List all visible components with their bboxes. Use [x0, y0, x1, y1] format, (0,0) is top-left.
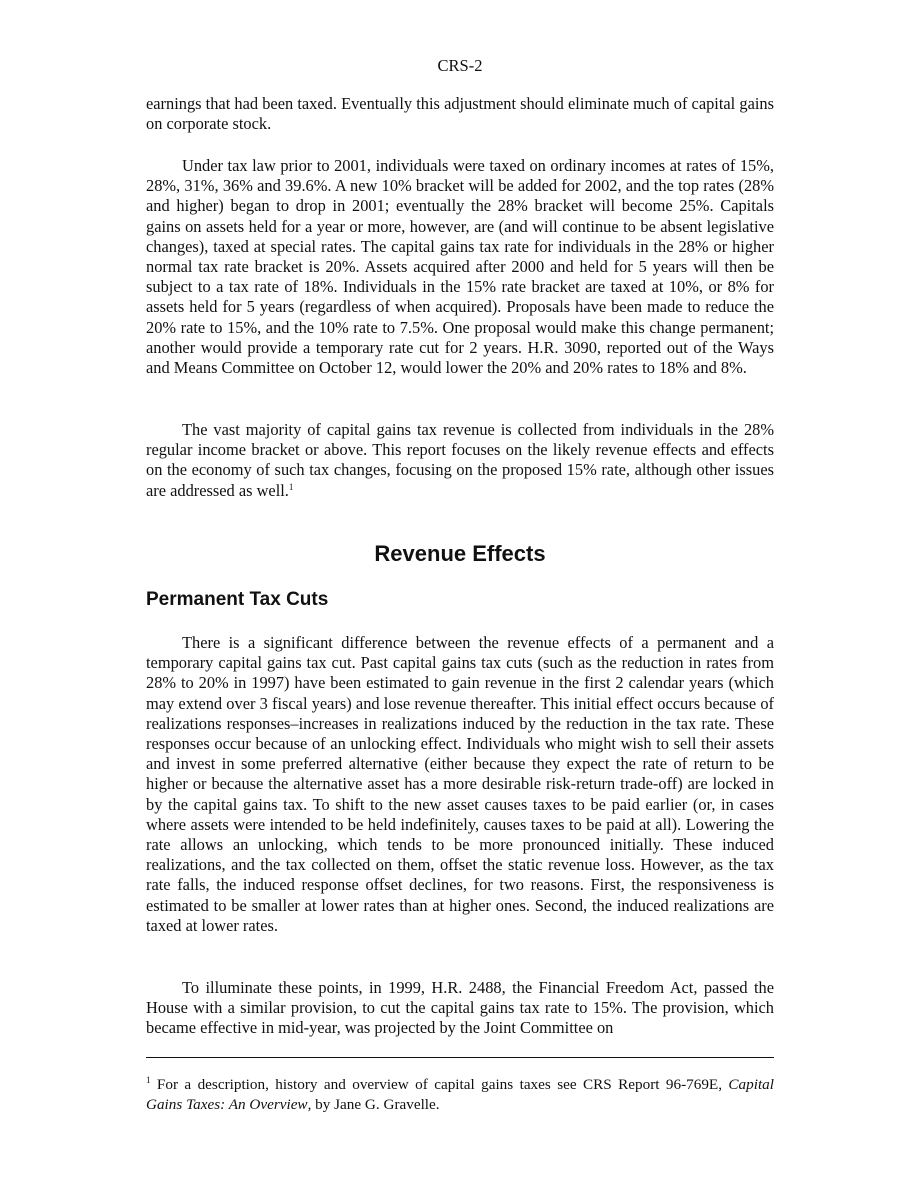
section-title: Revenue Effects [374, 541, 546, 566]
paragraph-revenue-focus [146, 420, 774, 501]
page-header-label: CRS-2 [437, 56, 483, 75]
footnote-text-before: For a description, history and overview of capital gains taxes see CRS Report 96-769E, [150, 1076, 729, 1093]
footnote-divider [146, 1057, 774, 1058]
paragraph-revenue-focus-text: The vast majority of capital gains tax revenue is collected from individuals in the 28% regular income bracket or above. This report focuses on the likely revenue effects and effects on the economy of such tax changes, focusing on the proposed 15% rate, although other issues are addressed as well. [146, 420, 774, 500]
paragraph-continuation: earnings that had been taxed. Eventually this adjustment should eliminate much of capital gains on corporate stock. [146, 94, 774, 134]
subsection-title: Permanent Tax Cuts [146, 589, 329, 610]
footnote-reference: 1 [288, 481, 294, 492]
footnote-text-after: , by Jane G. Gravelle. [307, 1096, 440, 1113]
paragraph-tax-law: Under tax law prior to 2001, individuals were taxed on ordinary incomes at rates of 15%, 28%, 31%, 36% and 39.6%. A new 10% bracket will be added for 2002, and the top rates (28% and higher) began to drop in 2001; eventually the 28% bracket will become 25%. Capitals gains on assets held for a year or more, however, are (and will continue to be absent legislative changes), taxed at special rates. The capital gains tax rate for individuals in the 28% or higher normal tax rate bracket is 20%. Assets acquired after 2000 and held for 5 years will then be subject to a tax rate of 18%. Individuals in the 15% rate bracket are taxed at 10%, or 8% for assets held for 5 years (regardless of when acquired). Proposals have been made to reduce the 20% rate to 15%, and the 10% rate to 7.5%. One proposal would make this change permanent; another would provide a temporary rate cut for 2 years. H.R. 3090, reported out of the Ways and Means Committee on October 12, would lower the 20% and 20% rates to 18% and 8%. [146, 156, 774, 378]
footnote [146, 1075, 774, 1115]
paragraph-permanent-cuts: There is a significant difference between the revenue effects of a permanent and a temporary capital gains tax cut. Past capital gains tax cuts (such as the reduction in rates from 28% to 20% in 1997) have been estimated to gain revenue in the first 2 calendar years (which may extend over 3 fiscal years) and lose revenue thereafter. This initial effect occurs because of realizations responses–increases in realizations induced by the reduction in the tax rate. These responses occur because of an unlocking effect. Individuals who might wish to sell their assets and invest in some preferred alternative (either because they expect the rate of return to be higher or because the alternative asset has a more desirable risk-return trade-off) are locked in by the capital gains tax. To shift to the new asset causes taxes to be paid earlier (or, in cases where assets were intended to be held indefinitely, causes taxes to be paid at all). Lowering the rate allows an unlocking, which tends to be more pronounced initially. These induced realizations, and the tax collected on them, offset the static revenue loss. However, as the tax rate falls, the induced response offset declines, for two reasons. First, the responsiveness is estimated to be smaller at lower rates than at higher ones. Second, the induced realizations are taxed at lower rates. [146, 633, 774, 935]
footnote-report-title: Capital Gains Taxes: An Overview [146, 1076, 774, 1113]
paragraph-hr2488: To illuminate these points, in 1999, H.R. 2488, the Financial Freedom Act, passed the House with a similar provision, to cut the capital gains tax rate to 15%. The provision, which became effective in mid-year, was projected by the Joint Committee on [146, 978, 774, 1038]
footnote-number: 1 [146, 1075, 151, 1085]
